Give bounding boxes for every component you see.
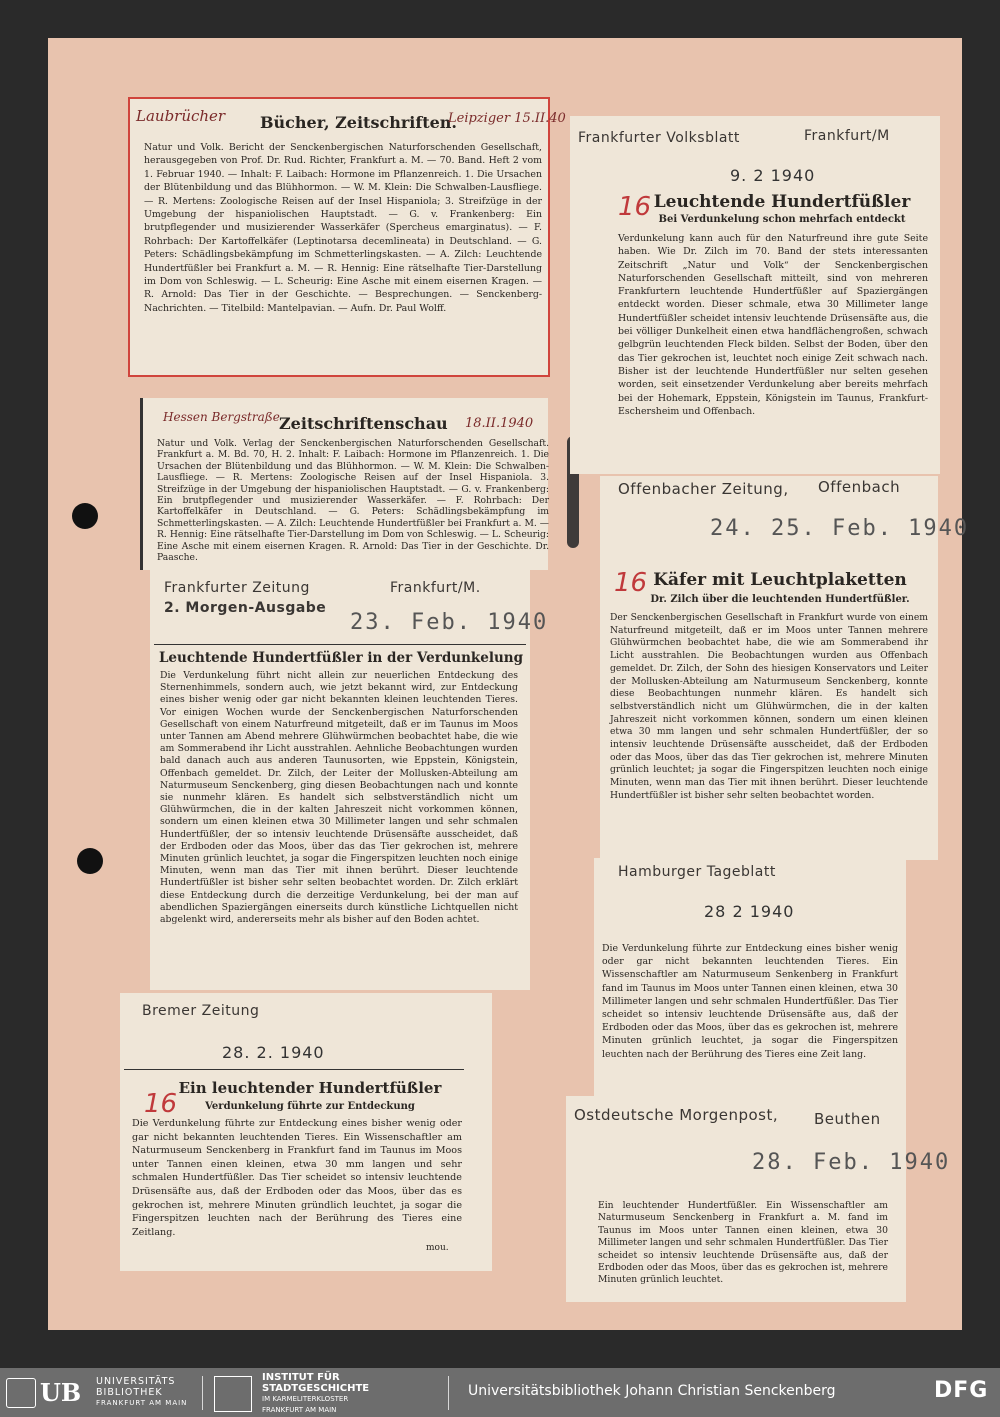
article-body: Die Verdunkelung führt nicht allein zur neuerlichen Entdeckung des Sternenhimmels, sondern auch, wie jetzt bekannt wird, zur Entdeckung eines bisher wenig oder gar nicht bekannten kleinen leuchtenden Tieres. Vor einigen Wochen wurde der Senckenbergischen Naturforschenden Gesellschaft von einem Naturfreund mitgeteilt, daß er im Taunus im Moos unter Tannen am Abend mehrere Glühwürmchen beobachtet habe, die wie am Sommerabend ihr Licht ausstrahlen. Aehnliche Beobachtungen wurden bald danach auch aus anderen Taunusorten, wie Eppstein, Königstein, Offenbach gemeldet. Dr. Zilch, der Leiter der Mollusken-Abteilung am Naturmuseum Senckenberg, ging diesen Beobachtungen nach und konnte sie nunmehr klären. Es handelt sich selbstverständlich nicht um Glühwürmchen, die in der kalten Jahreszeit nicht vorkommen können, sondern um einen kleinen etwa 30 Millimeter langen und sehr schmalen Hundertfüßler, der so intensiv leuchtende Drüsensäfte ausscheidet, daß der Erdboden oder das Moos, über das das Tier gekrochen ist, mehrere Minuten grünlich leuchtet, ja sogar die Fingerspitzen leuchten noch einige Minuten, wenn man das Tier mit ihnen berührt. Dieser leuchtende Hundertfüßler ist bisher sehr selten beobachtet worden. Dr. Zilch erklärt diese Entdeckung durch die derzeitige Verdunkelung, bei der man auf abendlichen Spaziergängen einerseits durch künstliche Lichtquellen nicht abgelenkt wird, andererseits mehr als bisher auf den Boden achtet. bbox=[160, 670, 518, 926]
date-stamp: 28. Feb. 1940 bbox=[752, 1150, 951, 1175]
red-number-mark: 16 bbox=[618, 192, 652, 222]
article-body: Der Senckenbergischen Gesellschaft in Frankfurt wurde von einem Naturfreund mitgeteilt, daß er im Moos unter Tannen mehrere Glühwürmchen beobachtet habe, die wie am Sommerabend ihr Licht ausstrahlen. Die Beobachtungen wurden aus Offenbach gemeldet. Dr. Zilch, der Sohn des hiesigen Konservators und Leiter der Mollusken-Abteilung am Naturmuseum Senckenberg, konnte diese Beobachtungen nunmehr klären. Es handelt sich selbstverständlich nicht um Glühwürmchen, die in der kalten Jahreszeit nicht vorkommen können, sondern um einen kleinen etwa 30 mm langen und sehr schmalen Hundertfüßler, der so intensiv leuchtende Drüsensäfte ausscheidet, daß der Erdboden oder das Moos, über das das Tier gekrochen ist, mehrere Minuten grünlich leuchtet; ja sogar die Fingerspitzen leuchten noch einige Minuten, wenn man das Tier mit ihnen berührt. Dieser leuchtende Hundertfüßler ist bisher sehr selten beobachtet worden. bbox=[610, 612, 928, 801]
date-stamp: 24. 25. Feb. 1940 bbox=[710, 516, 970, 541]
article-body: Die Verdunkelung führte zur Entdeckung eines bisher wenig oder gar nicht bekannten leuchtenden Tieres. Ein Wissenschaftler am Naturmuseum Senckenberg in Frankfurt fand im Taunus im Moos unter Tannen einen kleinen, etwa 30 mm langen und sehr schmalen Hundertfüßler. Das Tier scheidet so intensiv leuchtende Drüsensäfte aus, daß der Erdboden oder das Moos, über das es gekrochen ist, mehrere Minuten gründlich leuchtet, ja sogar die Fingerspitzen leuchten nach der Berührung des Tieres eine Zeitlang. bbox=[132, 1118, 462, 1238]
clipping-body: Natur und Volk. Bericht der Senckenbergischen Naturforschenden Gesellschaft, herausgegeben von Prof. Dr. Rud. Richter, Frankfurt a. M. — 70. Band. Heft 2 vom 1. Februar 1940. — Inhalt: F. Laibach: Hormone im Pflanzenreich. 1. Die Ursachen der Blütenbildung und das Blühhormon. — W. M. Klein: Die Schwalben-Lausfliege. — R. Mertens: Zoologische Reisen auf der Insel Hispaniola; 3. Streifzüge in der Umgebung der hispaniolischen Hauptstadt. — G. v. Frankenberg: Ein brutpflegender und musizierender Wasserkäfer (Spercheus emarginatus). — F. Rohrbach: Der Kartoffelkäfer (Leptinotarsa decemlineata) in Deutschland. — G. Peters: Schädlingsbekämpfung im Schmetterlingskasten. — A. Zilch: Leuchtende Hundertfüßler bei Frankfurt a. M. — R. Hennig: Eine rätselhafte Tier-Darstellung im Dom von Schleswig. — L. Scheurig: Eine Asche mit einem eisernen Kragen. — R. Arnold: Das Tier in der Geschichte. — Besprechungen. — Senckenberg-Nachrichten. — Titelbild: Mantelpavian. — Aufn. Dr. Paul Wolff. bbox=[144, 142, 542, 314]
clipping-buecher-zeitschriften bbox=[128, 97, 566, 377]
red-number-mark: 16 bbox=[614, 568, 648, 598]
newspaper-name: Hamburger Tageblatt bbox=[618, 864, 776, 880]
newspaper-name: Frankfurter Volksblatt bbox=[578, 130, 740, 146]
date-note: 28. 2. 1940 bbox=[222, 1043, 325, 1062]
newspaper-name: Offenbacher Zeitung, bbox=[618, 480, 789, 498]
date-stamp: 23. Feb. 1940 bbox=[350, 610, 549, 635]
clipping-offenbacher-zeitung bbox=[600, 476, 970, 860]
clipping-frankfurter-zeitung bbox=[150, 570, 549, 990]
isg-name: INSTITUT FÜR STADTGESCHICHTE IM KARMELITERKLOSTER FRANKFURT AM MAIN bbox=[262, 1372, 370, 1414]
footer-bar bbox=[0, 1368, 1000, 1417]
library-name: Universitätsbibliothek Johann Christian Senckenberg bbox=[468, 1383, 836, 1399]
handwritten-note: Hessen Bergstraße bbox=[163, 410, 280, 424]
article-subtitle: Bei Verdunkelung schon mehrfach entdeckt bbox=[658, 214, 906, 225]
clipping-hamburger-tageblatt bbox=[594, 858, 906, 1098]
clipping-zeitschriftenschau bbox=[140, 398, 548, 570]
date-note: 28 2 1940 bbox=[704, 902, 795, 921]
isg-logo-icon bbox=[214, 1376, 252, 1412]
dfg-logo: DFG bbox=[934, 1378, 989, 1403]
article-subtitle: Verdunkelung führte zur Entdeckung bbox=[205, 1101, 415, 1112]
handwritten-note: Laubrücher bbox=[136, 107, 226, 125]
article-subtitle: Dr. Zilch über die leuchtenden Hundertfüßler. bbox=[650, 594, 910, 605]
ub-logo: UB bbox=[6, 1376, 84, 1408]
clipping-bremer-zeitung bbox=[120, 993, 492, 1271]
clipping-body: Natur und Volk. Verlag der Senckenbergischen Naturforschenden Gesellschaft. Frankfurt a. M. Bd. 70, H. 2. Inhalt: F. Laibach: Hormone im Pflanzenreich. 1. Die Ursachen der Blütenbildung und das Blühhormon. — W. M. Klein: Die Schwalben-Lausfliege. — R. Mertens: Zoologische Reisen auf der Insel Hispaniola. 3. Streifzüge in der Umgebung der hispaniolischen Hauptstadt. — G. v. Frankenberg: Ein brutpflegender und musizierender Wasserkäfer. — F. Rohrbach: Der Kartoffelkäfer in Deutschland. — G. Peters: Schädlingsbekämpfung im Schmetterlingskasten. — A. Zilch: Leuchtende Hundertfüßler bei Frankfurt a. M. — R. Hennig: Eine rätselhafte Tier-Darstellung im Dom von Schleswig. — L. Scheurig: Eine Asche mit einem eisernen Kragen. R. Arnold: Das Tier in der Geschichte. Dr. Paasche. bbox=[157, 438, 549, 564]
newspaper-place: Frankfurt/M bbox=[804, 128, 890, 144]
handwritten-date: Leipziger 15.II.40 bbox=[448, 111, 566, 126]
handwritten-date: 18.II.1940 bbox=[465, 416, 534, 431]
newspaper-name: Frankfurter Zeitung bbox=[164, 580, 310, 596]
punch-hole-top bbox=[72, 503, 98, 529]
article-body: Ein leuchtender Hundertfüßler. Ein Wissenschaftler am Naturmuseum Senckenberg in Frankfurt a. M. fand im Taunus im Moos unter Tannen einen kleinen, etwa 30 Millimeter langen und sehr schmalen Hundertfüßler. Das Tier scheidet so intensiv leuchtende Drüsensäfte aus, daß der Erdboden oder das Moos, über das es gekrochen ist, mehrere Minuten grünlich leuchtet. bbox=[598, 1200, 888, 1286]
newspaper-name: Bremer Zeitung bbox=[142, 1003, 260, 1019]
article-headline: Käfer mit Leuchtplaketten bbox=[653, 570, 907, 590]
article-headline: Ein leuchtender Hundertfüßler bbox=[178, 1079, 442, 1097]
newspaper-name: Ostdeutsche Morgenpost, bbox=[574, 1106, 779, 1124]
newspaper-edition: 2. Morgen-Ausgabe bbox=[164, 600, 327, 616]
punch-hole-bottom bbox=[77, 848, 103, 874]
newspaper-place: Frankfurt/M. bbox=[390, 580, 481, 596]
red-number-mark: 16 bbox=[144, 1089, 178, 1119]
article-signature: mou. bbox=[426, 1243, 449, 1253]
article-body: Verdunkelung kann auch für den Naturfreund ihre gute Seite haben. Wie Dr. Zilch im 70. Band der stets interessanten Zeitschrift „Natur und Volk“ der Senckenbergischen Naturforschenden Gesellschaft mitteilt, sind von mehreren Frankfurtern leuchtende Hundertfüßler auf Spaziergängen entdeckt worden. Dieser schmale, etwa 30 Millimeter lange Hundertfüßler scheidet intensiv leuchtende Drüsensäfte aus, die bei völliger Dunkelheit einen etwa handflächengroßen, schwach gelbgrün leuchtenden Fleck bilden. Selbst der Boden, über den das Tier gekrochen ist, leuchtet noch einige Zeit schwach nach. Bisher ist der leuchtende Hundertfüßler nur selten gesehen worden, seit einsetzender Verdunkelung aber bereits mehrfach bei der Hohemark, Eppstein, Königstein im Taunus, Frankfurt-Eschersheim und Offenbach. bbox=[618, 233, 928, 417]
newspaper-place: Offenbach bbox=[818, 478, 901, 496]
clipping-title: Zeitschriftenschau bbox=[279, 414, 448, 433]
article-body: Die Verdunkelung führte zur Entdeckung eines bisher wenig oder gar nicht bekannten leuchtenden Tieres. Ein Wissenschaftler am Naturmuseum Senkenberg in Frankfurt fand im Taunus im Moos unter Tannen einen kleinen, etwa 30 Millimeter langen und sehr schmalen Hundertfüßler. Das Tier scheidet so intensiv leuchtende Drüsensäfte aus, daß der Erdboden oder das Moos, über das es gekrochen ist, mehrere Minuten grünlich leuchtet, ja sogar die Fingerspitzen leuchten nach der Berührung des Tieres eine Zeit lang. bbox=[602, 943, 898, 1060]
clipping-ostdeutsche-morgenpost bbox=[566, 1096, 951, 1302]
article-headline: Leuchtende Hundertfüßler bbox=[653, 192, 911, 212]
clipping-frankfurter-volksblatt bbox=[570, 116, 940, 474]
clipping-title: Bücher, Zeitschriften. bbox=[260, 113, 457, 132]
ub-name: UNIVERSITÄTS BIBLIOTHEK FRANKFURT AM MAIN bbox=[96, 1376, 188, 1407]
ub-logo-icon bbox=[6, 1378, 36, 1408]
date-note: 9. 2 1940 bbox=[730, 166, 816, 185]
newspaper-place: Beuthen bbox=[814, 1110, 881, 1128]
article-headline: Leuchtende Hundertfüßler in der Verdunkelung bbox=[158, 650, 524, 666]
